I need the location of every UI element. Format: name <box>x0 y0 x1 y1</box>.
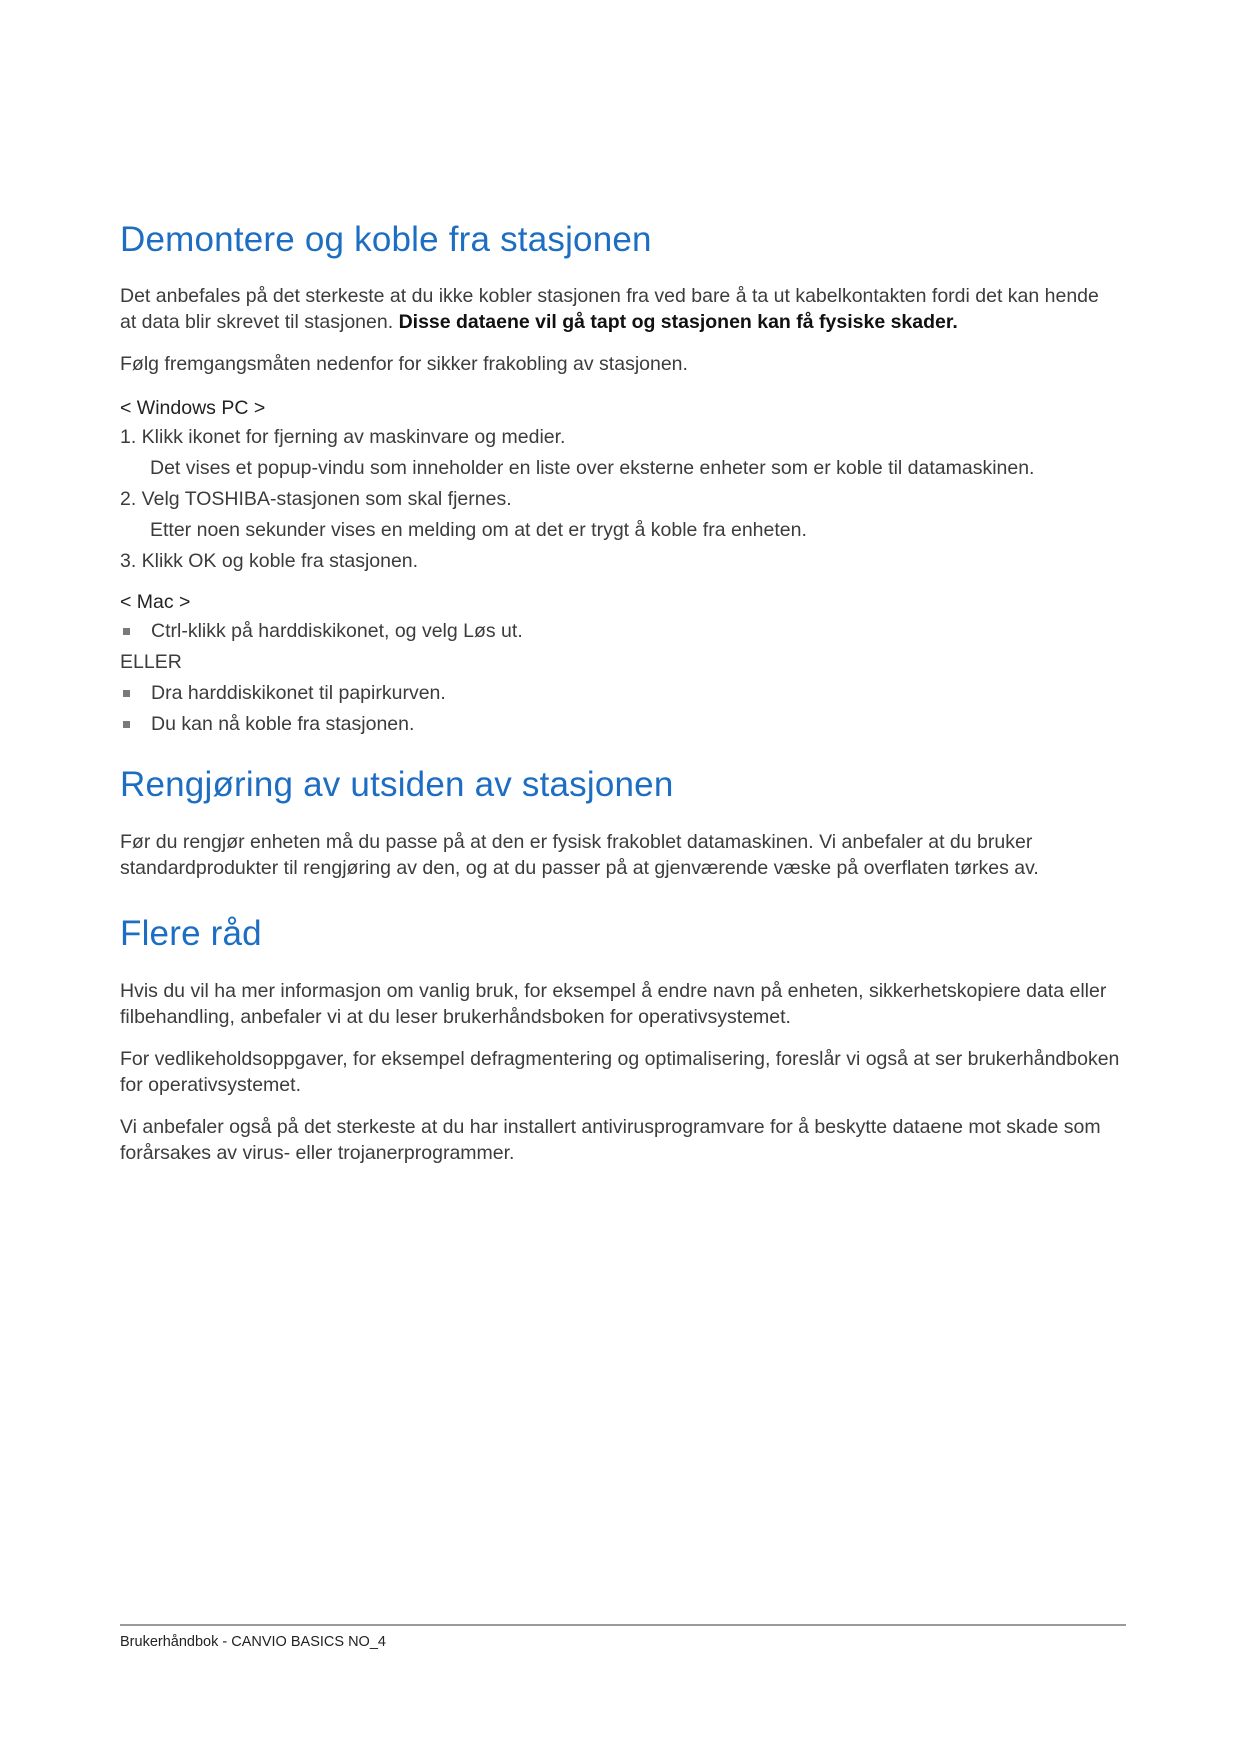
windows-steps-list <box>120 422 1120 577</box>
section-title-flere-rad: Flere råd <box>120 914 262 953</box>
section2-body: Før du rengjør enheten må du passe på at den er fysisk frakoblet datamaskinen. Vi anbefaler at du bruker standardprodukter til rengjøring av den, og at du passer på at gjenværende væske på overflaten tørkes av. <box>120 831 1039 879</box>
mac-bullet-item <box>120 616 1120 647</box>
section3-para-2: For vedlikeholdsoppgaver, for eksempel defragmentering og optimalisering, foreslår vi også at ser brukerhåndboken for operativsystemet. <box>120 1048 1120 1096</box>
mac-bullet-item <box>120 709 1120 740</box>
mac-steps-list <box>120 616 1120 740</box>
mac-bullet-item <box>120 678 1120 709</box>
footer-label: Brukerhåndbok - CANVIO BASICS NO_4 <box>120 1634 386 1650</box>
section3-para-1: Hvis du vil ha mer informasjon om vanlig bruk, for eksempel å endre navn på enheten, sikkerhetskopiere data eller filbehandling, anbefaler vi at du leser brukerhåndsboken for operativsystemet. <box>120 980 1107 1028</box>
procedure-intro: Følg fremgangsmåten nedenfor for sikker frakobling av stasjonen. <box>120 353 688 375</box>
section3-para-3: Vi anbefaler også på det sterkeste at du har installert antivirusprogramvare for å beskytte dataene mot skade som forårsakes av virus- eller trojanerprogrammer. <box>120 1116 1101 1164</box>
mac-or-label: ELLER <box>120 651 182 673</box>
section-title-rengjoring: Rengjøring av utsiden av stasjonen <box>120 765 674 804</box>
windows-heading: < Windows PC > <box>120 397 266 419</box>
windows-step-1: 1. Klikk ikonet for fjerning av maskinvare og medier. <box>120 426 566 448</box>
windows-step-2-note: Etter noen sekunder vises en melding om at det er trygt å koble fra enheten. <box>150 519 807 541</box>
section1-intro-warning: Disse dataene vil gå tapt og stasjonen kan få fysiske skader. <box>398 311 958 333</box>
section-title-demontere: Demontere og koble fra stasjonen <box>120 220 652 259</box>
section1-intro-normal: Det anbefales på det sterkeste at du ikke kobler stasjonen fra ved bare å ta ut kabelkontakten fordi det kan hende at data blir skrevet til stasjonen. <box>120 285 1099 333</box>
mac-bullet-text: Du kan nå koble fra stasjonen. <box>151 713 415 735</box>
bullet-square-icon <box>123 721 130 728</box>
bullet-square-icon <box>123 690 130 697</box>
mac-heading: < Mac > <box>120 591 191 613</box>
mac-bullet-text: Dra harddiskikonet til papirkurven. <box>151 682 446 704</box>
mac-bullet-text: Ctrl-klikk på harddiskikonet, og velg Løs ut. <box>151 620 523 642</box>
bullet-square-icon <box>123 628 130 635</box>
windows-step-3: 3. Klikk OK og koble fra stasjonen. <box>120 550 419 572</box>
windows-step-1-note: Det vises et popup-vindu som inneholder en liste over eksterne enheter som er koble til datamaskinen. <box>150 457 1035 479</box>
section1-intro <box>120 283 1120 335</box>
footer-divider <box>120 1624 1126 1626</box>
windows-step-2: 2. Velg TOSHIBA-stasjonen som skal fjernes. <box>120 488 512 510</box>
